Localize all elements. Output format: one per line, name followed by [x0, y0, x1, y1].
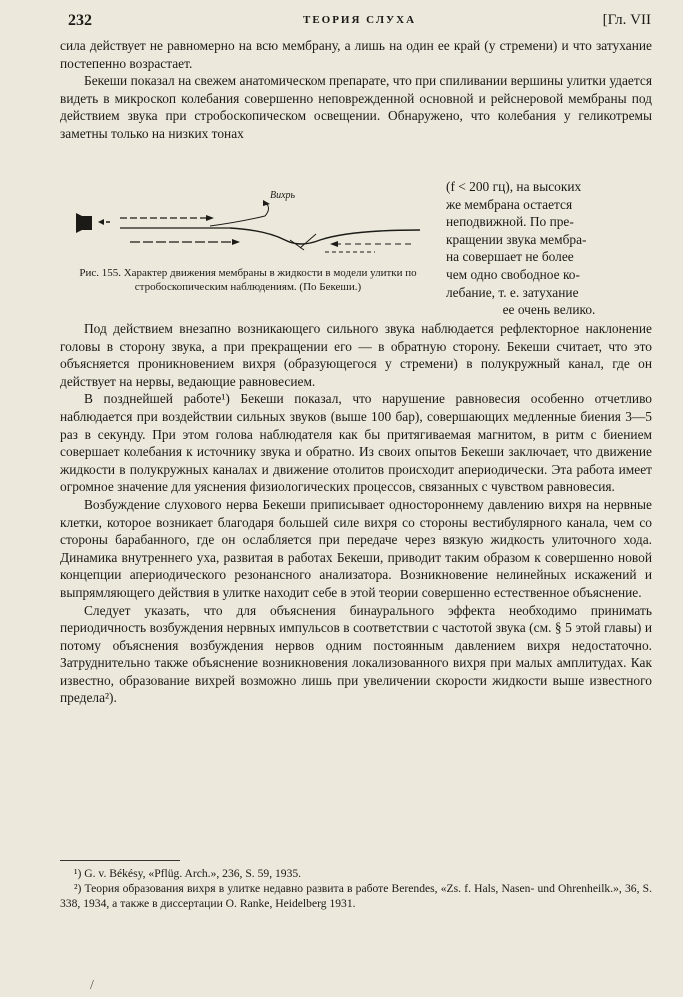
paragraph-binaural: Следует указать, что для объяснения бинаурального эффекта необходимо принимать периодичность возбуждения нервных импульсов в соответствии с частотой звука (см. § 5 этой главы) и потому объяснения возбуждения нервов одним постоянным давлением вихря недостаточно. Затруднительно также объяснение возникновения локализованного вихря при малых амплитудах. Как известно, образование вихрей возможно лишь при увеличении скорости жидкости выше известного предела²). — [60, 602, 652, 706]
side-line: чем одно свободное ко- — [446, 266, 580, 282]
running-title: ТЕОРИЯ СЛУХА — [302, 14, 417, 26]
paragraph-nerve-excitation: Возбуждение слухового нерва Бекеши приписывает одностороннему давлению вихря на нервные клетки, которое возникает благодаря большей силе вихря со стороны вестибулярного канала, чем со стороны барабанного, где он ослабляется при передаче через вязкую жидкость улиточного хода. Динамика внутреннего уха, развитая в работах Бекеши, приводит таким образом к совершенно новой концепции апериодического резонансного анализатора. Возникновение нелинейных искажений и выпрямляющего действия в улитке находит себе в этой теории совершенно естественное объяснение. — [60, 496, 652, 600]
paragraph-bekesy-preparation: Бекеши показал на свежем анатомическом препарате, что при спиливании вершины улитки удается видеть в микроскоп колебания совершенно неповрежденной основной и рейснеровой мембраны под действием звука при стробоскопическом освещении. Обнаружено, что колебания у геликотремы заметны только на низких тонах — [60, 73, 652, 141]
chapter-marker: [Гл. VII — [602, 12, 651, 28]
figure-155 — [60, 178, 436, 316]
side-line: лебание, т. е. затухание — [446, 284, 579, 300]
side-line: ее очень велико. — [502, 302, 596, 318]
paragraph-continued: сила действует не равномерно на всю мембрану, а лишь на один ее край (у стремени) и что затухание постепенно возрастает. — [60, 38, 652, 71]
side-line: кращении звука мембра- — [446, 231, 587, 247]
page-number: 232 — [68, 12, 92, 29]
footnotes — [60, 866, 652, 911]
footnote-1: ¹) G. v. Békésy, «Pflüg. Arch.», 236, S. 59, 1935. — [74, 867, 302, 880]
paragraph-equilibrium: В позднейшей работе¹) Бекеши показал, что нарушение равновесия особенно отчетливо наблюдается при воздействии сильных звуков (выше 100 бар), совершающих медленные биения 3—5 раз в секунду. При этом голова наблюдателя как бы притягиваемая магнитом, в ритм с биением совершает колебания к источнику звука и обратно. Из своих опытов Бекеши заключает, что движение жидкости в полукружных каналах и движение отолитов происходит апериодически. Эта работа имеет огромное значение для уяснения физиологических процессов, связанных с чувством равновесия. — [60, 391, 652, 495]
side-line: на совершает не более — [446, 249, 574, 265]
membrane-wave — [230, 228, 420, 244]
side-line: (f < 200 гц), на высоких — [446, 179, 582, 194]
text-block-top — [60, 37, 652, 143]
footnote-rule — [60, 860, 180, 861]
footnote-2: ²) Теория образования вихря в улитке недавно развита в работе Berendes, «Zs. f. Hals, Nasen- und Ohrenheilk.», 36, S. 338, 1934, а также в диссертации O. Ranke, Heidelberg 1931. — [60, 882, 652, 910]
page-header — [56, 12, 663, 34]
side-line: же мембрана остается — [446, 196, 573, 212]
paragraph-reflex: Под действием внезапно возникающего сильного звука наблюдается рефлекторное наклонение головы в сторону звука, а при прекращении его — в обратную сторону. Бекеши считает, что это объясняется проникновением вихря (образующегося у стремени) в полукружный канал, где он действует на нервы, ведающие равновесием. — [60, 321, 652, 389]
side-line: неподвижной. По пре- — [446, 214, 574, 230]
side-column-text — [446, 178, 652, 319]
text-block-main — [60, 320, 652, 707]
margin-mark: / — [90, 978, 94, 993]
vortex-label: Вихрь — [270, 190, 296, 201]
figure-caption: Рис. 155. Характер движения мембраны в жидкости в модели улитки по стробоскопическим наблюдениям. (По Бекеши.) — [79, 267, 417, 293]
membrane-motion-diagram — [60, 178, 436, 263]
